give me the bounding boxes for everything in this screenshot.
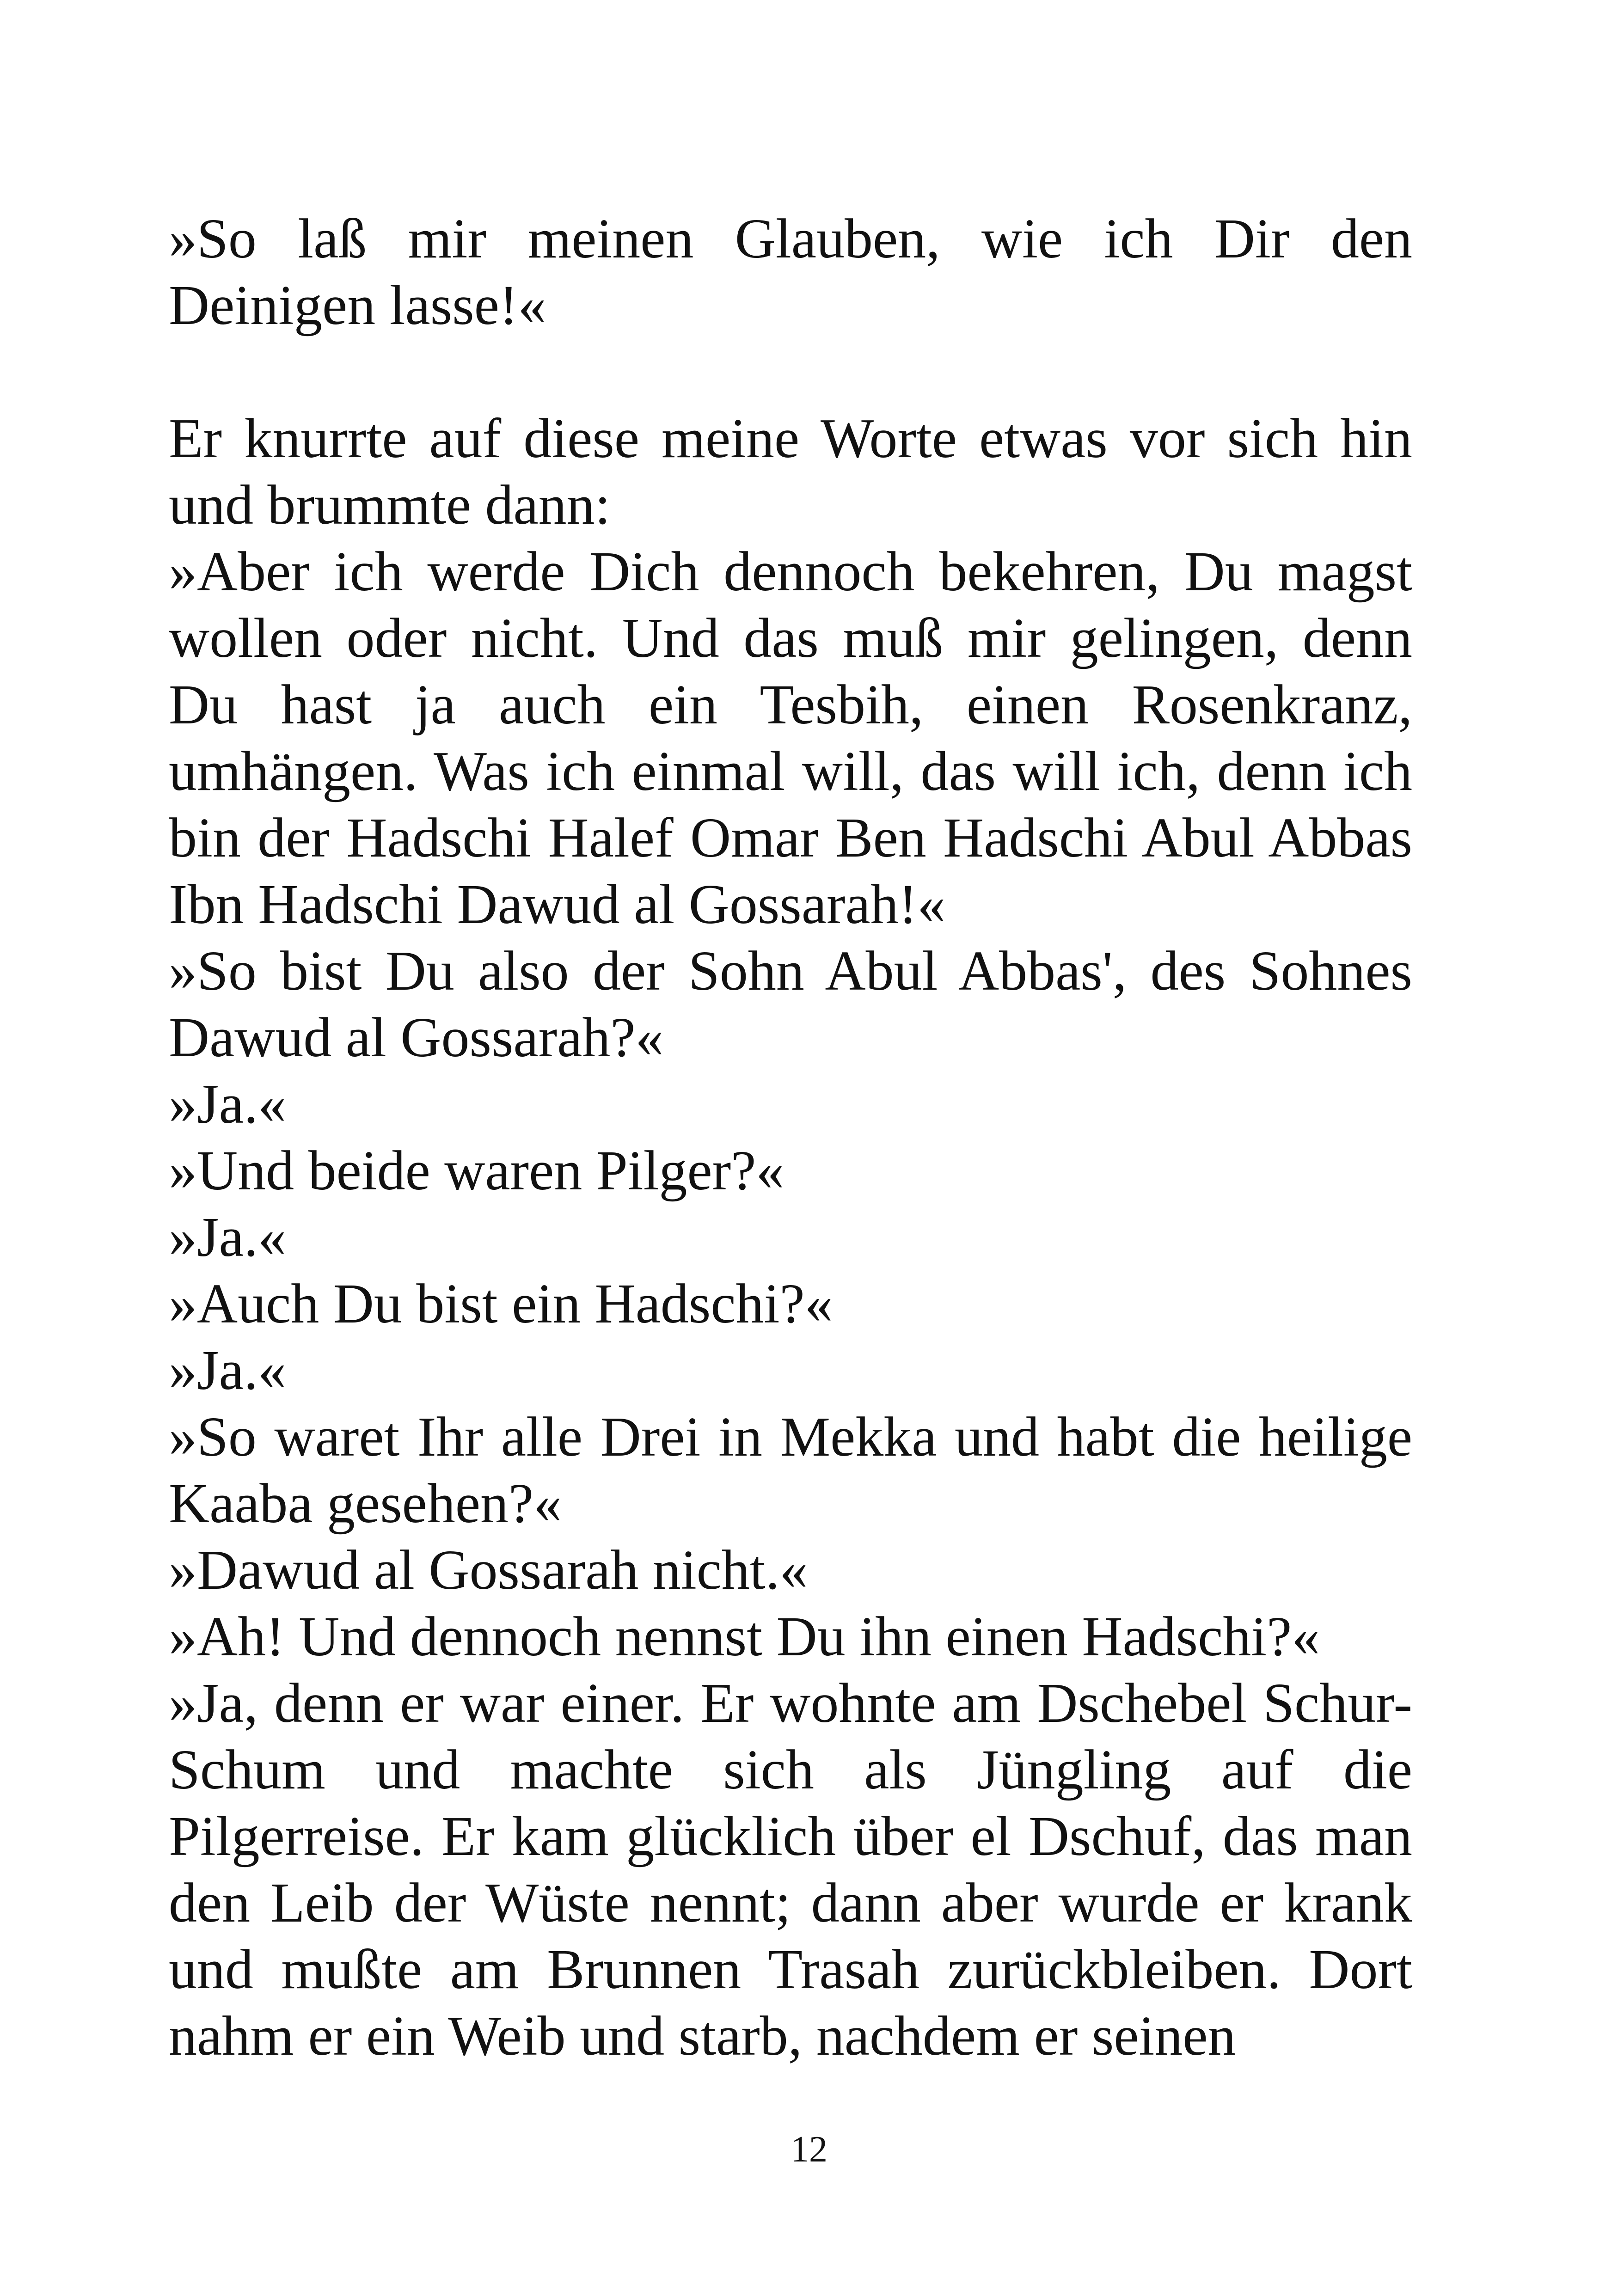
paragraph-gap <box>169 339 1412 405</box>
page-text <box>169 206 1412 2069</box>
paragraph: »So bist Du also der Sohn Abul Abbas', des Sohnes Dawud al Gossarah?« <box>169 940 1412 1069</box>
paragraph: »Und beide waren Pilger?« <box>169 1139 784 1202</box>
paragraph: »Ja.« <box>169 1206 287 1268</box>
paragraph: »Aber ich werde Dich dennoch bekehren, Du magst wollen oder nicht. Und das muß mir gelingen, denn Du hast ja auch ein Tesbih, einen Rosenkranz, umhängen. Was ich einmal will, das will ich, denn ich bin der Hadschi Halef Omar Ben Hadschi Abul Abbas Ibn Hadschi Dawud al Gossarah!« <box>169 540 1412 936</box>
paragraph: Er knurrte auf diese meine Worte etwas vor sich hin und brummte dann: <box>169 407 1412 536</box>
paragraph: »Ah! Und dennoch nennst Du ihn einen Hadschi?« <box>169 1605 1320 1668</box>
paragraph: »So laß mir meinen Glauben, wie ich Dir den Deinigen lasse!« <box>169 208 1412 337</box>
page-number: 12 <box>791 2129 827 2170</box>
paragraph: »Ja.« <box>169 1339 287 1402</box>
paragraph: »Ja, denn er war einer. Er wohnte am Dschebel Schur-Schum und machte sich als Jüngling auf die Pilgerreise. Er kam glücklich über el Dschuf, das man den Leib der Wüste nennt; dann aber wurde er krank und mußte am Brunnen Trasah zurückbleiben. Dort nahm er ein Weib und starb, nachdem er seinen <box>169 1672 1412 2067</box>
paragraph: »So waret Ihr alle Drei in Mekka und habt die heilige Kaaba gesehen?« <box>169 1406 1412 1535</box>
paragraph: »Dawud al Gossarah nicht.« <box>169 1539 808 1601</box>
paragraph: »Ja.« <box>169 1073 287 1135</box>
paragraph: »Auch Du bist ein Hadschi?« <box>169 1273 833 1335</box>
